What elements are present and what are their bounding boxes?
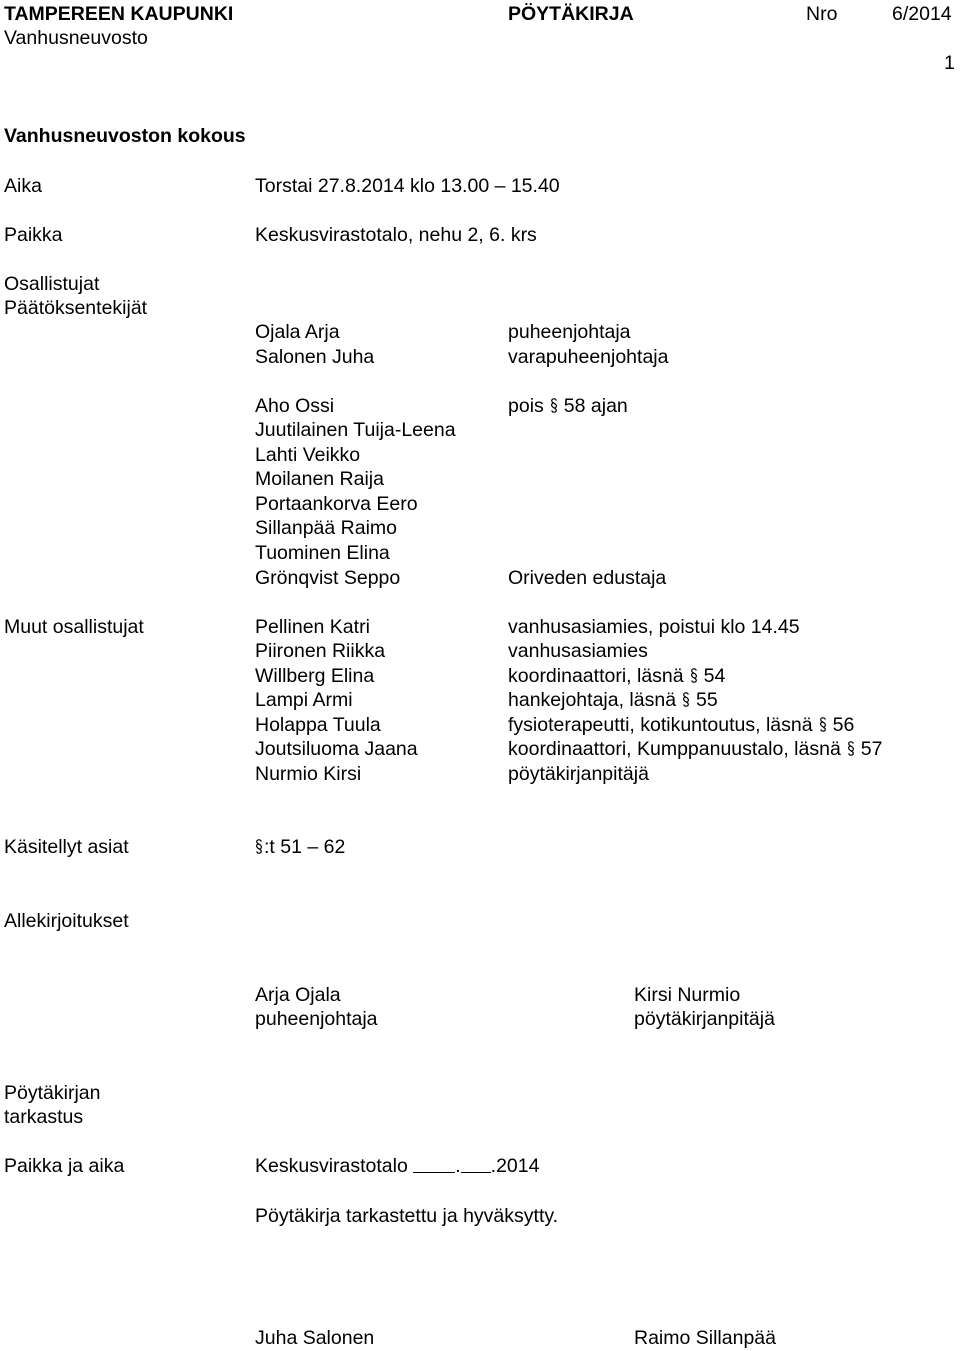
member-note: Oriveden edustaja (508, 567, 667, 589)
other-name: Holappa Tuula (255, 714, 381, 736)
member-name: Moilanen Raija (255, 468, 384, 490)
other-role-section: 55 (696, 689, 718, 711)
signature-left-role: puheenjohtaja (255, 1008, 378, 1030)
reviewer-left-name: Juha Salonen (255, 1327, 375, 1349)
review-year: .2014 (490, 1155, 540, 1177)
time-label: Aika (4, 175, 42, 197)
section-sign-icon (682, 692, 690, 707)
chair-name: Ojala Arja (255, 321, 340, 343)
vice-chair-name: Salonen Juha (255, 346, 375, 368)
review-place-name: Keskusvirastotalo (255, 1155, 408, 1177)
other-name: Piironen Riikka (255, 640, 386, 662)
other-role-text: fysioterapeutti, kotikuntoutus, läsnä (508, 714, 813, 736)
document-type: PÖYTÄKIRJA (508, 3, 634, 25)
other-role (508, 737, 883, 762)
other-name: Pellinen Katri (255, 616, 370, 638)
meeting-title: Vanhusneuvoston kokous (4, 125, 246, 147)
section-sign-icon (819, 717, 827, 732)
member-note-suffix: ajan (590, 395, 628, 417)
other-role-section: 57 (860, 738, 883, 760)
handled-value (255, 835, 345, 860)
signature-left-name: Arja Ojala (255, 984, 341, 1006)
other-role: pöytäkirjanpitäjä (508, 763, 649, 785)
document-number: 6/2014 (892, 3, 952, 25)
other-role-section: 54 (703, 665, 726, 687)
member-name: Aho Ossi (255, 395, 335, 417)
member-name: Portaankorva Eero (255, 493, 418, 515)
review-label-line2: tarkastus (4, 1106, 84, 1128)
handled-label: Käsitellyt asiat (4, 836, 129, 858)
member-name: Grönqvist Seppo (255, 567, 401, 589)
chair-role: puheenjohtaja (508, 321, 631, 343)
member-name: Juutilainen Tuija-Leena (255, 419, 456, 441)
review-label-line1: Pöytäkirjan (4, 1082, 101, 1104)
vice-chair-role: varapuheenjohtaja (508, 346, 669, 368)
member-note (508, 394, 628, 419)
review-place-value: Keskusvirastotalo . .2014 (255, 1155, 540, 1177)
month-blank (461, 1154, 491, 1173)
signature-right-role: pöytäkirjanpitäjä (634, 1008, 775, 1030)
reviewer-right-name: Raimo Sillanpää (634, 1327, 776, 1349)
section-sign-icon (255, 839, 263, 854)
section-sign-icon (690, 668, 698, 683)
review-place-label: Paikka ja aika (4, 1155, 125, 1177)
other-name: Joutsiluoma Jaana (255, 738, 418, 760)
document-number-label: Nro (806, 3, 838, 25)
member-note-prefix: pois (508, 395, 544, 417)
other-role: vanhusasiamies, poistui klo 14.45 (508, 616, 800, 638)
other-role-text: koordinaattori, Kumppanuustalo, läsnä (508, 738, 841, 760)
signatures-label: Allekirjoitukset (4, 910, 129, 932)
organization-name: TAMPEREEN KAUPUNKI (4, 3, 234, 25)
other-role (508, 664, 725, 689)
other-role (508, 713, 854, 738)
body-name: Vanhusneuvosto (4, 27, 148, 49)
participants-label: Osallistujat (4, 273, 100, 295)
member-note-section: 58 (563, 395, 586, 417)
decision-makers-label: Päätöksentekijät (4, 297, 148, 319)
time-value: Torstai 27.8.2014 klo 13.00 – 15.40 (255, 175, 560, 197)
place-value: Keskusvirastotalo, nehu 2, 6. krs (255, 224, 537, 246)
member-name: Sillanpää Raimo (255, 517, 397, 539)
other-name: Willberg Elina (255, 665, 375, 687)
others-label: Muut osallistujat (4, 616, 144, 638)
page-number: 1 (944, 52, 955, 74)
other-role-section: 56 (832, 714, 855, 736)
other-role: vanhusasiamies (508, 640, 648, 662)
member-name: Lahti Veikko (255, 444, 361, 466)
member-name: Tuominen Elina (255, 542, 390, 564)
other-name: Lampi Armi (255, 689, 353, 711)
section-sign-icon (847, 741, 855, 756)
other-role-text: hankejohtaja, läsnä (508, 689, 677, 711)
signature-right-name: Kirsi Nurmio (634, 984, 741, 1006)
section-sign-icon (550, 398, 558, 413)
review-approved-text: Pöytäkirja tarkastettu ja hyväksytty. (255, 1205, 559, 1227)
other-role-text: koordinaattori, läsnä (508, 665, 684, 687)
day-blank (413, 1154, 455, 1173)
place-label: Paikka (4, 224, 63, 246)
other-name: Nurmio Kirsi (255, 763, 362, 785)
handled-range: :t 51 – 62 (264, 836, 346, 858)
other-role (508, 688, 718, 713)
